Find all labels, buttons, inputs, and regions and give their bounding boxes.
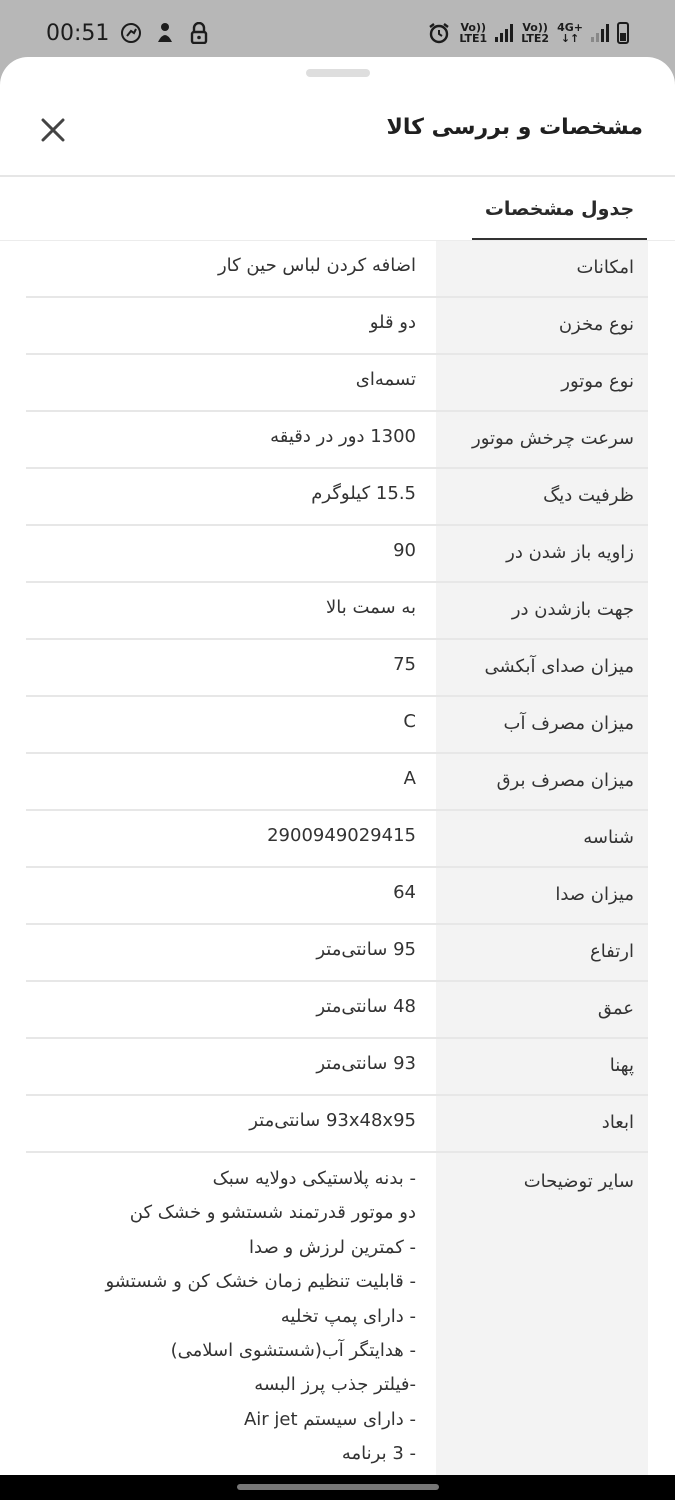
specs-table bbox=[26, 241, 648, 1479]
table-row bbox=[26, 697, 648, 754]
signal-icon bbox=[495, 24, 513, 42]
spec-key: نوع موتور bbox=[436, 355, 648, 410]
spec-value: C bbox=[403, 711, 416, 732]
spec-value: به سمت بالا bbox=[325, 597, 416, 618]
spec-value: اضافه کردن لباس حین کار bbox=[217, 255, 416, 276]
spec-value: 48 سانتی‌متر bbox=[316, 996, 416, 1017]
description-line: - بدنه پلاستیکی دولایه سبک bbox=[212, 1168, 416, 1189]
notification-icon bbox=[153, 21, 177, 45]
spec-key: میزان صدای آبکشی bbox=[436, 640, 648, 695]
table-row bbox=[26, 1039, 648, 1096]
spec-value: 64 bbox=[393, 882, 416, 903]
spec-value: A bbox=[403, 768, 416, 789]
sheet-header bbox=[0, 97, 675, 177]
table-row bbox=[26, 640, 648, 697]
sim2-indicator: Vo)) LTE2 bbox=[521, 21, 550, 45]
spec-key: عمق bbox=[436, 982, 648, 1037]
table-row bbox=[26, 1153, 648, 1479]
spec-description bbox=[26, 1153, 436, 1479]
spec-value: 93x48x95 سانتی‌متر bbox=[249, 1110, 416, 1131]
home-gesture-bar[interactable] bbox=[237, 1484, 439, 1490]
table-row bbox=[26, 241, 648, 298]
sim1-indicator: Vo)) LTE1 bbox=[459, 21, 488, 45]
close-button[interactable] bbox=[38, 115, 68, 145]
spec-key: سایر توضیحات bbox=[436, 1153, 648, 1479]
table-row bbox=[26, 355, 648, 412]
spec-key: میزان مصرف آب bbox=[436, 697, 648, 752]
navigation-bar bbox=[0, 1475, 675, 1500]
spec-key: پهنا bbox=[436, 1039, 648, 1094]
spec-key: میزان صدا bbox=[436, 868, 648, 923]
spec-key: جهت بازشدن در bbox=[436, 583, 648, 638]
description-line: - دارای پمپ تخلیه bbox=[280, 1305, 416, 1327]
running-app-icon bbox=[119, 21, 143, 45]
signal-icon-2 bbox=[591, 24, 609, 42]
table-row bbox=[26, 469, 648, 526]
spec-value: 90 bbox=[393, 540, 416, 561]
spec-value: 15.5 کیلوگرم bbox=[311, 483, 416, 504]
battery-icon bbox=[617, 22, 629, 44]
network-type: 4G+ ↓↑ bbox=[557, 21, 583, 45]
description-line: -فیلتر جذب پرز البسه bbox=[254, 1374, 416, 1396]
spec-value: 93 سانتی‌متر bbox=[316, 1053, 416, 1074]
description-line: - قابلیت تنظیم زمان خشک کن و شستشو bbox=[105, 1271, 416, 1293]
spec-value: 95 سانتی‌متر bbox=[316, 939, 416, 960]
spec-value: 75 bbox=[393, 654, 416, 675]
spec-key: ظرفیت دیگ bbox=[436, 469, 648, 524]
spec-key: نوع مخزن bbox=[436, 298, 648, 353]
spec-key: امکانات bbox=[436, 241, 648, 296]
table-row bbox=[26, 754, 648, 811]
alarm-icon bbox=[427, 21, 451, 45]
spec-value: 2900949029415 bbox=[267, 825, 416, 846]
table-row bbox=[26, 526, 648, 583]
description-line: - 3 برنامه bbox=[341, 1443, 416, 1465]
table-row bbox=[26, 925, 648, 982]
table-row bbox=[26, 1096, 648, 1153]
spec-key: میزان مصرف برق bbox=[436, 754, 648, 809]
tab-specs-table[interactable]: جدول مشخصات bbox=[472, 177, 647, 240]
table-row bbox=[26, 298, 648, 355]
description-line: دو موتور قدرتمند شستشو و خشک کن bbox=[129, 1202, 416, 1224]
description-line: - دارای سیستم Air jet bbox=[243, 1408, 416, 1430]
spec-key: زاویه باز شدن در bbox=[436, 526, 648, 581]
table-row bbox=[26, 868, 648, 925]
tab-bar bbox=[0, 177, 675, 241]
spec-key: ارتفاع bbox=[436, 925, 648, 980]
close-icon bbox=[38, 115, 68, 145]
description-line: - هدایتگر آب(شستشوی اسلامی) bbox=[170, 1339, 416, 1361]
clock: 00:51 bbox=[46, 20, 110, 46]
sheet-title: مشخصات و بررسی کالا bbox=[386, 115, 643, 140]
description-line: - کمترین لرزش و صدا bbox=[249, 1236, 416, 1258]
table-row bbox=[26, 811, 648, 868]
spec-value: تسمه‌ای bbox=[355, 369, 416, 390]
table-row bbox=[26, 412, 648, 469]
spec-value: دو قلو bbox=[369, 312, 416, 333]
spec-key: ابعاد bbox=[436, 1096, 648, 1151]
table-row bbox=[26, 982, 648, 1039]
table-row bbox=[26, 583, 648, 640]
lock-icon bbox=[187, 21, 211, 45]
bottom-sheet bbox=[0, 57, 675, 1500]
spec-value: 1300 دور در دقیقه bbox=[270, 426, 416, 447]
drag-handle[interactable] bbox=[306, 69, 370, 77]
spec-key: شناسه bbox=[436, 811, 648, 866]
spec-key: سرعت چرخش موتور bbox=[436, 412, 648, 467]
